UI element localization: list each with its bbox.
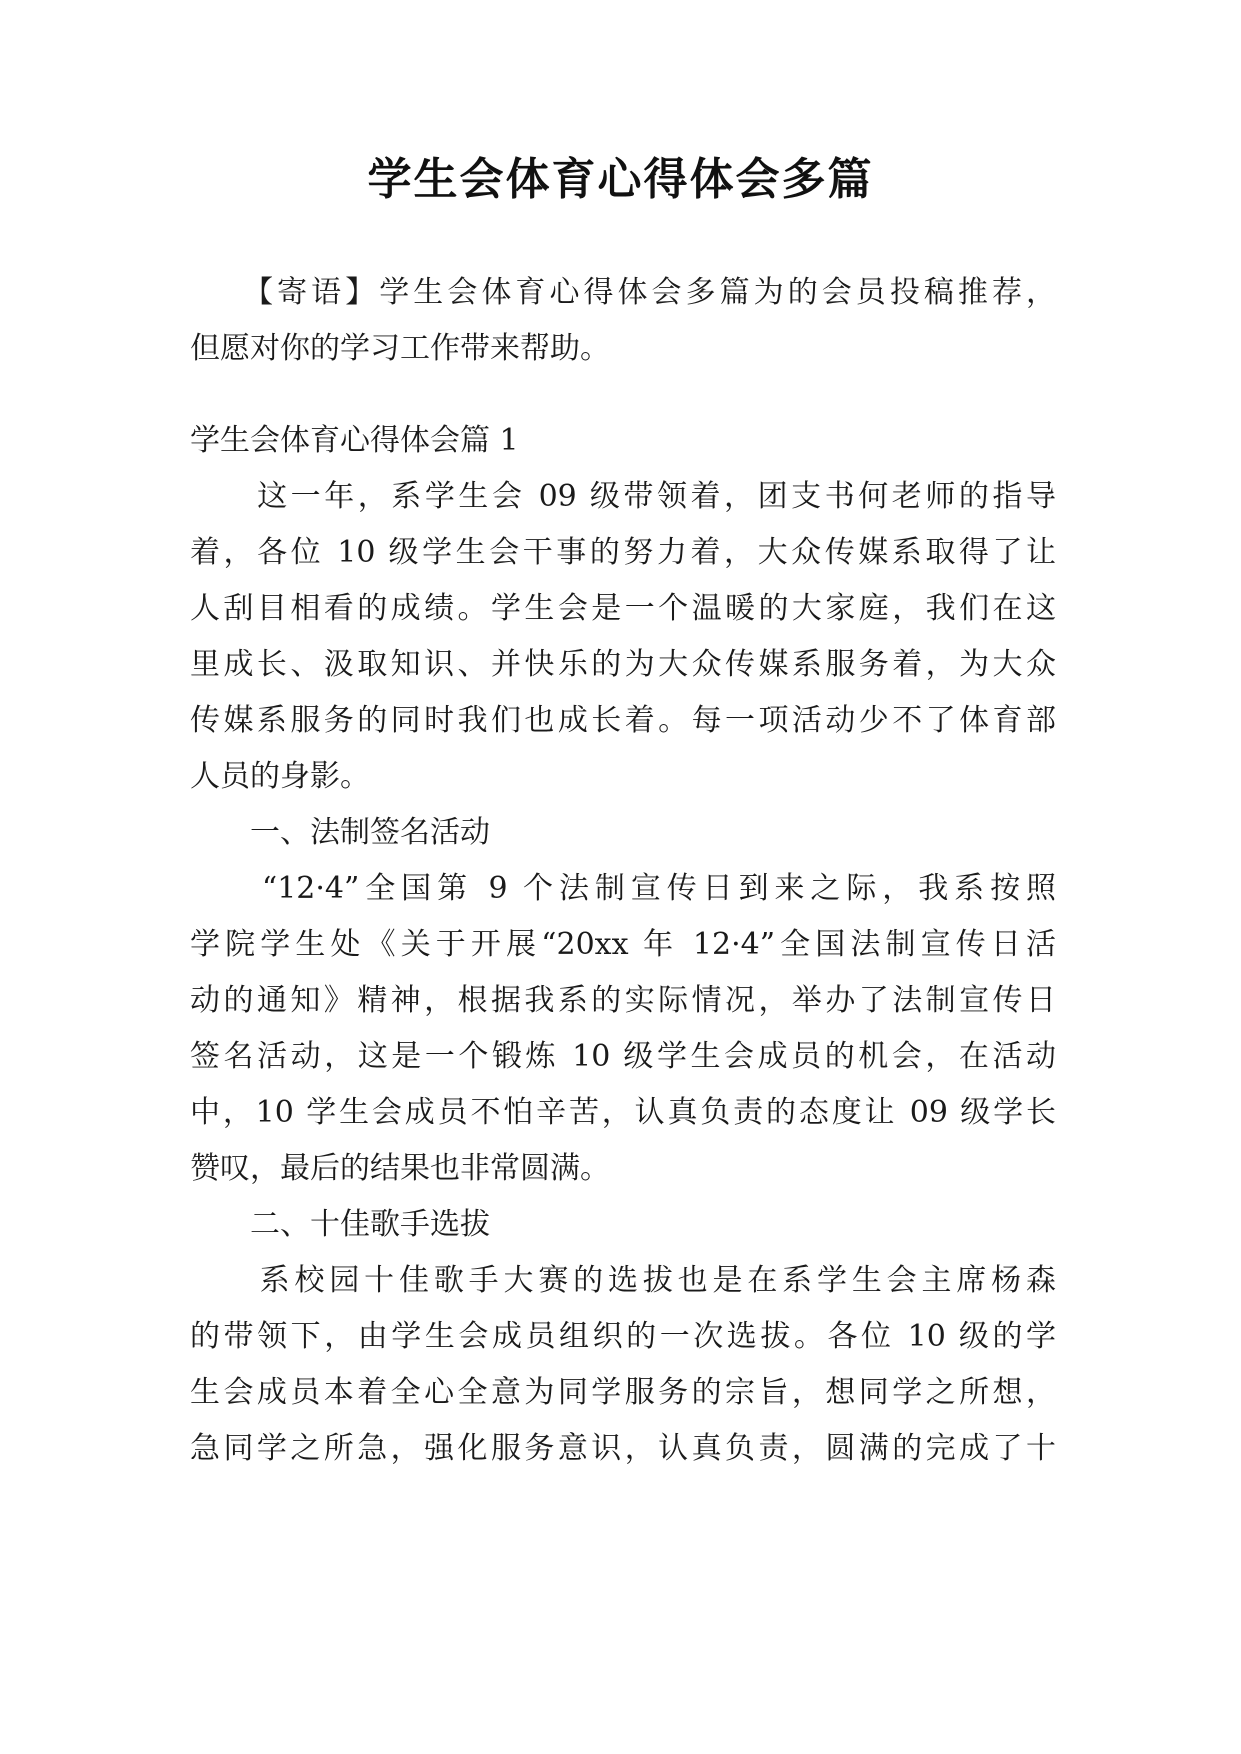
paragraph-line: 中，10 学生会成员不怕辛苦，认真负责的态度让 09 级学长 <box>190 1095 1056 1130</box>
paragraph-line: “12·4”全国第 9 个法制宣传日到来之际，我系按照 <box>190 871 1056 906</box>
document-title: 学生会体育心得体会多篇 <box>367 154 874 205</box>
intro-line: 但愿对你的学习工作带来帮助。 <box>190 331 610 366</box>
paragraph-2 <box>190 861 1056 1197</box>
paragraph-line: 传媒系服务的同时我们也成长着。每一项活动少不了体育部 <box>190 703 1056 738</box>
paragraph-1 <box>190 469 1056 805</box>
paragraph-line: 系校园十佳歌手大赛的选拔也是在系学生会主席杨森 <box>190 1263 1056 1298</box>
intro-paragraph <box>190 265 1056 377</box>
paragraph-line: 学院学生处《关于开展“20xx 年 12·4”全国法制宣传日活 <box>190 927 1056 962</box>
paragraph-line: 里成长、汲取知识、并快乐的为大众传媒系服务着，为大众 <box>190 647 1056 682</box>
subheading-2: 二、十佳歌手选拔 <box>190 1207 490 1242</box>
section-heading-block <box>190 413 1056 469</box>
paragraph-3 <box>190 1253 1056 1477</box>
paragraph-line: 生会成员本着全心全意为同学服务的宗旨，想同学之所想， <box>190 1375 1056 1410</box>
paragraph-line: 人刮目相看的成绩。学生会是一个温暖的大家庭，我们在这 <box>190 591 1056 626</box>
intro-line: 【寄语】学生会体育心得体会多篇为的会员投稿推荐， <box>190 275 1056 310</box>
paragraph-line: 着，各位 10 级学生会干事的努力着，大众传媒系取得了让 <box>190 535 1056 570</box>
paragraph-line: 签名活动，这是一个锻炼 10 级学生会成员的机会，在活动 <box>190 1039 1056 1074</box>
subheading-1-block <box>190 805 1056 861</box>
section-heading: 学生会体育心得体会篇 1 <box>190 423 519 458</box>
paragraph-line: 的带领下，由学生会成员组织的一次选拔。各位 10 级的学 <box>190 1319 1056 1354</box>
paragraph-line: 这一年，系学生会 09 级带领着，团支书何老师的指导 <box>190 479 1056 514</box>
paragraph-line: 人员的身影。 <box>190 759 370 794</box>
paragraph-line: 赞叹，最后的结果也非常圆满。 <box>190 1151 610 1186</box>
paragraph-line: 动的通知》精神，根据我系的实际情况，举办了法制宣传日 <box>190 983 1056 1018</box>
subheading-2-block <box>190 1197 1056 1253</box>
subheading-1: 一、法制签名活动 <box>190 815 490 850</box>
paragraph-line: 急同学之所急，强化服务意识，认真负责，圆满的完成了十 <box>190 1431 1056 1466</box>
